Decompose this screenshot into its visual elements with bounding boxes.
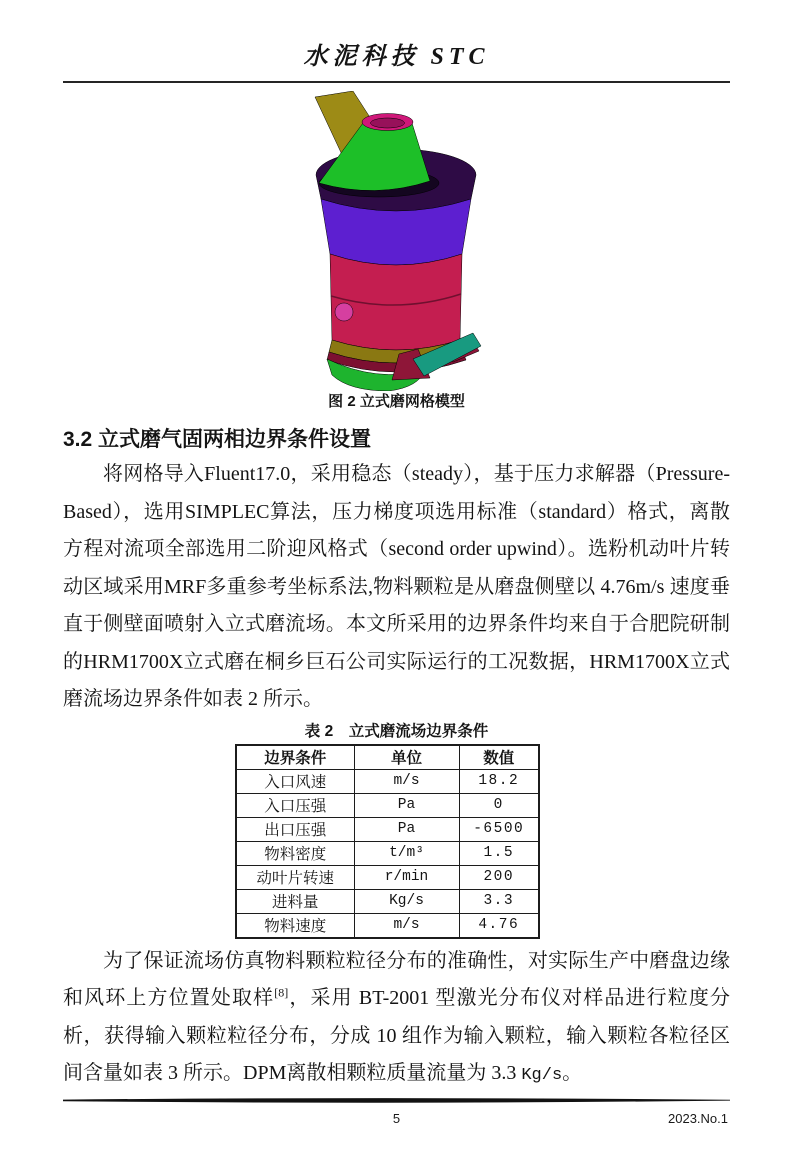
- cell-value: -6500: [459, 817, 539, 841]
- cell-value: 1.5: [459, 841, 539, 865]
- table-row: [236, 889, 539, 913]
- document-page: [0, 42, 793, 1164]
- cell-condition: 物料密度: [236, 841, 354, 865]
- mill-body-shape: [330, 254, 462, 350]
- table-row: [236, 817, 539, 841]
- col-header-condition: 边界条件: [236, 745, 354, 770]
- paragraph-boundary-setup: 将网格导入Fluent17.0，采用稳态（steady），基于压力求解器（Pressure-Based），选用SIMPLEC算法，压力梯度项选用标准（standard）格式，离散方程对流项全部选用二阶迎风格式（second order upwind）。选粉机动叶片转动区域采用MRF多重参考坐标系法,物料颗粒是从磨盘侧壁以 4.76m/s 速度垂直于侧壁面喷射入立式磨流场。本文所采用的边界条件均来自于合肥院研制的HRM1700X立式磨在桐乡巨石公司实际运行的工况数据，HRM1700X立式磨流场边界条件如表 2 所示。: [63, 463, 730, 710]
- cell-value: 200: [459, 865, 539, 889]
- figure-block: [63, 91, 730, 411]
- cell-unit: Kg/s: [354, 889, 459, 913]
- journal-title: 水泥科技 STC: [303, 44, 490, 70]
- cell-condition: 入口风速: [236, 769, 354, 793]
- table-row: [236, 865, 539, 889]
- cell-value: 18.2: [459, 769, 539, 793]
- cell-unit: r/min: [354, 865, 459, 889]
- cell-condition: 物料速度: [236, 913, 354, 938]
- cell-value: 3.3: [459, 889, 539, 913]
- page-number: 5: [392, 1111, 401, 1126]
- table-header-row: [236, 745, 539, 770]
- cell-condition: 进料量: [236, 889, 354, 913]
- section-heading: 3.2 立式磨气固两相边界条件设置: [63, 428, 372, 451]
- cell-condition: 入口压强: [236, 793, 354, 817]
- table-row: [236, 793, 539, 817]
- paragraph-2-part-2: ，采用 BT-2001 型激光分布仪对样品进行粒度分析，获得输入颗粒粒径分布，分成 10 组作为输入颗粒，输入颗粒各粒径区间含量如表 3 所示。DPM离散相颗粒质量流量为 3.3: [63, 987, 730, 1084]
- cell-value: 4.76: [459, 913, 539, 938]
- issue-label: 2023.No.1: [668, 1111, 728, 1126]
- paragraph-2-part-1: 为了保证流场仿真物料颗粒粒径分布的准确性，对实际生产中磨盘边缘和风环上方位置处取样: [63, 949, 730, 1009]
- boundary-conditions-table: [235, 744, 540, 939]
- paragraph-particle-sampling: [63, 943, 730, 1095]
- cell-value: 0: [459, 793, 539, 817]
- figure-caption: 图 2 立式磨网格模型: [328, 393, 465, 410]
- cell-unit: Pa: [354, 793, 459, 817]
- inspection-port-shape: [335, 303, 353, 321]
- cone-opening-inner-shape: [370, 118, 404, 128]
- header-rule: [63, 81, 730, 83]
- table-row: [236, 913, 539, 938]
- cell-condition: 动叶片转速: [236, 865, 354, 889]
- col-header-unit: 单位: [354, 745, 459, 770]
- cell-condition: 出口压强: [236, 817, 354, 841]
- cell-unit: Pa: [354, 817, 459, 841]
- col-header-value: 数值: [459, 745, 539, 770]
- cell-unit: m/s: [354, 913, 459, 938]
- table-row: [236, 841, 539, 865]
- table-caption: 表 2 立式磨流场边界条件: [304, 722, 489, 740]
- citation-ref: [8]: [274, 985, 289, 1000]
- page-footer: [63, 1091, 730, 1129]
- table-row: [236, 769, 539, 793]
- paragraph-2-end: 。: [562, 1062, 583, 1084]
- footer-rule: [63, 1097, 730, 1104]
- mill-mesh-figure: [277, 91, 517, 391]
- cell-unit: t/m³: [354, 841, 459, 865]
- flow-rate-unit: Kg/s: [521, 1066, 563, 1085]
- cell-unit: m/s: [354, 769, 459, 793]
